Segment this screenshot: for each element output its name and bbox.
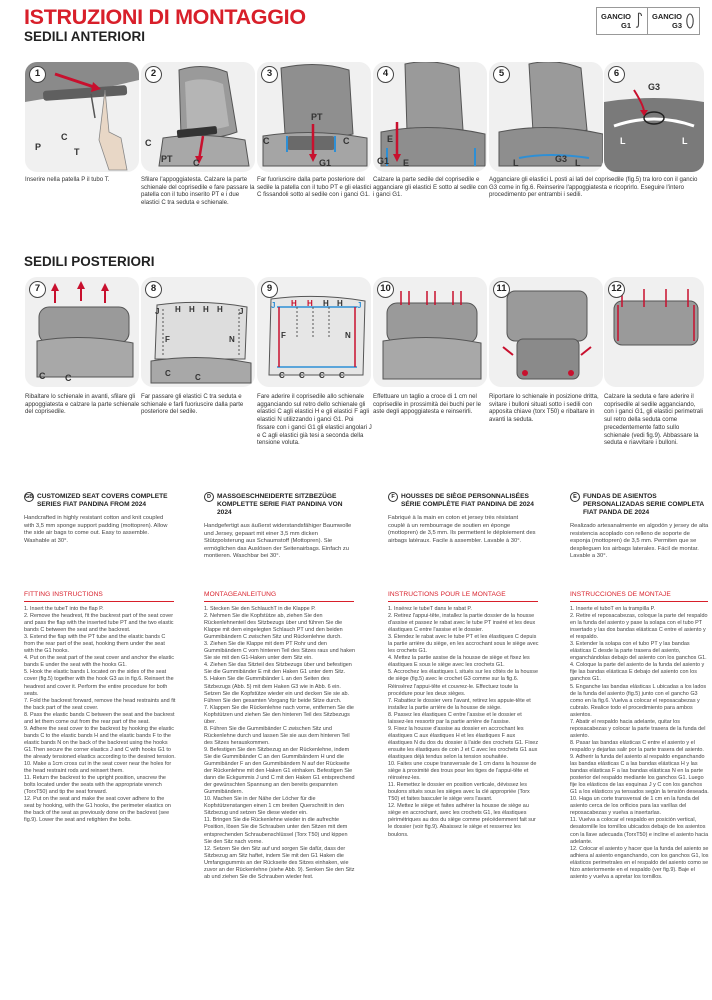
figure-label: L <box>682 136 688 146</box>
caption-step-11: Riportare lo schienale in posizione dritta, svitare i bulloni situati sotto i sedili con apposita chiave (torx T50) e ribaltare in avanti la seduta. <box>489 393 599 424</box>
instruction-item: 7. Fold the backrest forward, remove the head restraints and fit the back part of the seat cover. <box>24 697 176 711</box>
instruction-item: 8. Pass the elastic bands C between the seat and the backrest and let them come out from the rear part of the seat. <box>24 711 175 725</box>
figure-label: C <box>165 369 171 378</box>
figure-label: C <box>61 132 68 142</box>
step-number: 8 <box>145 281 162 298</box>
product-heading: FUNDAS DE ASIENTOS PERSONALIZADAS SERIE COMPLETA FIAT PANDA DE 2024 <box>583 493 704 516</box>
instruction-item: 7. Abatir el respaldo hacia adelante, quitar los reposacabezas y colocar la parte trasera de la funda del asiento. <box>570 718 706 739</box>
figure-label: C <box>319 371 325 380</box>
page-title: ISTRUZIONI DI MONTAGGIO <box>24 5 306 29</box>
figure-step-3 <box>257 62 371 172</box>
step-number: 5 <box>493 66 510 83</box>
figure-label: F <box>165 335 170 344</box>
figure-label: H <box>217 305 223 314</box>
figure-label: C <box>299 371 305 380</box>
instruction-item: 7. Klappen Sie die Rückenlehne nach vorne, entfernen Sie die Kopfstützen und ziehen Sie den hinteren Teil des Sitzbezugs über. <box>204 704 354 725</box>
instruction-item: 9. Adhere the seat cover to the backrest by hooking the elastic bands C to the elastic bands H and the elastic bands F to the elastic bands N on the back of the backrest using the hooks G1.Then secure the corner elastics J and C with hooks G1 to the already tensioned elastics according to the desired tension. <box>24 725 176 760</box>
instruction-item: 11. Bringen Sie die Rückenlehne wieder in die aufrechte Position, lösen Sie die Schrauben unter den Sitzen mit dem entsprechenden Schraubenschlüssel (Torx T50) und kippen Sie den Sitz nach vorne. <box>204 817 348 845</box>
hook-legend <box>596 7 700 35</box>
instruction-item: 2. Retire el reposacabezas, coloque la parte del respaldo en la funda del asiento y pase la solapa con el tubo PT insertado y las dos bandas elásticas C entre el asiento y el respaldo. <box>570 613 708 641</box>
figure-label: L <box>620 136 626 146</box>
instruction-item: 1. Stecken Sie den SchlauchT in die Klappe P. <box>204 606 316 612</box>
figure-label: G3 <box>555 154 568 164</box>
figure-label: L <box>575 158 581 168</box>
figure-label: C <box>145 138 152 148</box>
figure-label: H <box>307 299 313 308</box>
caption-step-5: Agganciare gli elastici L posti ai lati del coprisedile (fig.5) tra loro con il gancio G3 come in fig.6. Reinserire l'appoggiatesta e ricoprirlo. Eseguire l'intero procedimento per entrambi i sedili. <box>489 176 698 199</box>
figure-label: G1 <box>319 158 332 168</box>
instruction-item: 5. Accrochez les élastiques L situés sur les côtés de la housse de siège (fig.5) avec le crochet G3 comme sur la fig.6. Réinsérez l'appui-tête et couvrez-le. Effectuez toute la procédure pour les deux sièges. <box>388 669 539 697</box>
instruction-item: 11. Vuelva a colocar el respaldo en posición vertical, desatornille los tornillos ubicados debajo de los asientos con la llave adecuada (TorxT50) e incline el asiento hacia adelante. <box>570 817 709 845</box>
figure-label: J <box>357 301 362 310</box>
instruction-item: 4. Coloque la parte del asiento de la funda del asiento y fije las bandas elásticas E debajo del asiento con los ganchos G1. <box>570 662 705 683</box>
instruction-item: 10. Machen Sie in der Nähe der Löcher für die Kopfstützenstangen einen 1 cm breiten Querschnitt in den Sitzbezug und setzen Sie diese wieder ein. <box>204 796 344 817</box>
step-number: 6 <box>608 66 625 83</box>
caption-step-3: Far fuoriuscire dalla parte posteriore del sedile la patella con il tubo PT e gli elastici C fissandoli sotto al sedile con i ganci G1. <box>257 176 372 199</box>
instructions-list-f <box>388 606 540 1000</box>
language-badge: D <box>204 492 214 502</box>
figure-step-1 <box>25 62 139 172</box>
figure-label: H <box>337 299 343 308</box>
step-number: 11 <box>493 281 510 298</box>
figure-step-4 <box>373 62 487 172</box>
figure-step-12 <box>604 277 704 387</box>
figure-label: N <box>229 335 235 344</box>
instruction-item: 10. Haga un corte transversal de 1 cm en la funda del asiento cerca de los orificios para las varillas del reposacabezas y vuelva a insertarlas. <box>570 796 700 817</box>
hook-g3-label: GANCIO G3 <box>652 12 682 30</box>
figure-label: G3 <box>648 82 661 92</box>
figure-step-7 <box>25 277 139 387</box>
figure-label: C <box>279 371 285 380</box>
figure-step-11 <box>489 277 603 387</box>
figure-label: L <box>513 158 519 168</box>
section-title-front-seats: SEDILI ANTERIORI <box>24 29 146 44</box>
caption-step-4: Calzare la parte sedile del coprisedile e agganciare gli elastici E sotto al sedile con i ganci G1. <box>373 176 488 199</box>
instruction-item: 3. Ziehen Sie die Klappe mit dem PT Rohr und den Gummibändern C vom hinteren Teil des Sitzes raus und haken Sie sie mit den G1-Haken unter dem Sitz ein. <box>204 641 356 662</box>
caption-step-2: Sfilare l'appoggiatesta. Calzare la parte schienale del coprisedile e fare passare la patella con il tubo inserito PT e i due elastici C tra seduta e schienale. <box>141 176 255 207</box>
hook-g1-icon <box>634 12 643 30</box>
figure-label: J <box>239 307 244 316</box>
instruction-item: 9. Fixez la housse d'assise au dossier en accrochant les élastiques C aux élastiques H et les élastiques F aux élastiques N du dos du dossier à l'aide des crochets G1. Fixez ensuite les élastiques de coin J et C avec les crochets G1 aux élastiques déjà tendus selon la tension souhaitée. <box>388 725 539 760</box>
instruction-item: 2. Nehmen Sie die Kopfstütze ab, ziehen Sie den Rückenlehnenteil des Sitzbezugs über und führen Sie die Klappe mit dem eingelegten Schlauch PT und den beiden Gummibändern C zwischen Sitz und Rückenlehne durch. <box>204 613 343 641</box>
figure-label: PT <box>311 112 323 122</box>
instruction-item: 9. Adherir la funda del asiento al respaldo enganchando las bandas elásticas C a las bandas elásticas H y las bandas elásticas F a las bandas elásticas N en la parte posterior del respaldo mediante los ganchos G1. Luego fije los elásticos de las esquinas J y C con los ganchos G1 a los elásticos ya tensados según la tensión deseada. <box>570 753 709 796</box>
figure-label: C <box>193 158 200 168</box>
instruction-item: 3. Étendez le rabat avec le tube PT et les élastiques C depuis la partie arrière du siège, en les accrochant sous le siège avec les crochets G1. <box>388 634 539 655</box>
product-intro: Handcrafted in highly resistant cotton and knit coupled with 3,5 mm sponge support padding (mottopren). Allow the side air bags to come out. Easy to assemble. Washable at 30°. <box>24 515 168 544</box>
instruction-item: 10. Faites une coupe transversale de 1 cm dans la housse de siège à proximité des trous pour les tiges de l'appui-tête et réinsérez-les. <box>388 761 537 782</box>
figure-label: F <box>281 331 286 340</box>
figure-step-2 <box>141 62 255 172</box>
instruction-item: 4. Ziehen Sie das Sitzteil des Sitzbezugs über und befestigen Sie die Gummibänder E mit den Haken G1 unter dem Sitz. <box>204 662 352 676</box>
instruction-item: 1. Insérez le tubeT dans le rabat P. <box>388 606 472 612</box>
caption-step-12: Calzare la seduta e fare aderire il coprisedile al sedile agganciando, con i ganci G1, gli elastici perimetrali sul retro della seduta come precedentemente fatto sullo schienale (vedi fig.9). Abbassare la seduta e riavvitare i bulloni. <box>604 393 703 447</box>
instruction-item: 1. Insert the tubeT into the flap P. <box>24 606 104 612</box>
instruction-item: 8. Passez les élastiques C entre l'assise et le dossier et laissez-les ressortir par la partie arrière de l'assise. <box>388 711 522 725</box>
instruction-item: 4. Mettez la partie assise de la housse de siège et fixez les élastiques E sous le siège avec les crochets G1. <box>388 655 530 669</box>
figure-step-6 <box>604 62 704 172</box>
instructions-title-e: INSTRUCCIONES DE MONTAJE <box>570 591 708 602</box>
figure-label: C <box>343 136 350 146</box>
instruction-item: 9. Befestigen Sie den Sitzbezug an der Rückenlehne, indem Sie die Gummibänder C an den Gummibändern H und die Gummibänder F an den Gummibändern N auf der Rückseite der Rückenlehne mit den Haken G1 einhaken. Befestigen Sie dann die Eckgummis J und C mit den Haken G1 entsprechend der gewünschten Spannung an den bereits gespannten Gummibändern. <box>204 746 355 796</box>
instruction-item: 2. Retirez l'appui-tête, installez la partie dossier de la housse d'assise et passez le rabat avec le tube PT inséré et les deux élastiques C entre l'assise et le dossier. <box>388 613 536 634</box>
language-badge: E <box>570 492 580 502</box>
figure-label: G1 <box>377 156 390 166</box>
figure-step-9 <box>257 277 371 387</box>
figure-label: C <box>65 373 72 383</box>
figure-label: H <box>291 299 297 308</box>
caption-step-1: Inserire nella patella P il tubo T. <box>25 176 110 183</box>
instruction-item: 5. Hook the elastic bands L located on the sides of the seat cover (fig.5) together with the hook G3 as in fig.6. Reinsert the headrest and cover it. Perform the entire procedure for both seats. <box>24 669 174 697</box>
figure-label: H <box>175 305 181 314</box>
product-heading: MASSGESCHNEIDERTE SITZBEZÜGE KOMPLETTE SERIE FIAT PANDINA VON 2024 <box>217 493 343 516</box>
hook-g1-label: GANCIO G1 <box>601 12 631 30</box>
instructions-list-e <box>570 606 710 1000</box>
instruction-item: 11. Remettez le dossier en position verticale, dévissez les boulons situés sous les sièges avec la clé appropriée (Torx T50) et faites basculer le siège vers l'avant. <box>388 782 530 803</box>
hook-legend-g3 <box>647 8 699 34</box>
step-number: 2 <box>145 66 162 83</box>
language-block-f <box>388 493 536 545</box>
caption-step-10: Effettuare un taglio a croce di 1 cm nel coprisedile in prossimità dei buchi per le aste degli appoggiatesta e reinserirli. <box>373 393 482 416</box>
figure-label: C <box>39 371 46 381</box>
language-badge: F <box>388 492 398 502</box>
figure-label: J <box>155 307 160 316</box>
figure-label: P <box>35 142 42 152</box>
figure-step-5 <box>489 62 603 172</box>
language-badge: GB <box>25 494 34 500</box>
figure-label: C <box>339 371 345 380</box>
hook-g3-icon <box>685 12 695 30</box>
instruction-item: 5. Haken Sie die Gummibänder L an den Seiten des Sitzbezugs (Abb. 5) mit dem Haken G3 wie in Abb. 6 ein. Setzen Sie die Kopfstütze wieder ein und decken Sie sie ab. Führen Sie den gesamten Vorgang für beide Sitze durch. <box>204 676 350 704</box>
instruction-item: 4. Put on the seat part of the seat cover and anchor the elastic bands E under the seat with the hooks G1. <box>24 655 174 669</box>
figure-step-10 <box>373 277 487 387</box>
instructions-title-gb: FITTING INSTRUCTIONS <box>24 591 174 602</box>
instruction-item: 8. Pasar las bandas elásticas C entre el asiento y el respaldo y dejarlas salir por la parte trasera del asiento. <box>570 739 704 753</box>
language-block-d <box>204 493 352 561</box>
step-number: 10 <box>377 281 394 298</box>
instruction-item: 2. Remove the headrest, fit the backrest part of the seat cover and pass the flap with the inserted tube PT and the two elastic bands C between the seat and the backrest. <box>24 613 174 634</box>
figure-label: C <box>263 136 270 146</box>
figure-label: J <box>271 301 276 310</box>
product-heading: HOUSSES DE SIÈGE PERSONNALISÉES SÉRIE COMPLÈTE FIAT PANDINA DE 2024 <box>401 493 534 508</box>
instruction-item: 12. Mettez le siège et faites adhérer la housse de siège au siège en accrochant, avec les crochets G1, les élastiques périmétriques au dos du siège comme précédemment fait sur le dossier (voir fig.9). Abaissez le siège et resserrez les boulons. <box>388 803 536 838</box>
section-title-rear-seats: SEDILI POSTERIORI <box>24 254 155 269</box>
instruction-item: 12. Put on the seat and make the seat cover adhere to the seat by hooking, with the G1 hooks, the perimeter elastics on the back of the seat as previously done on the backrest (see fig.9). Lower the seat and retighten the bolts. <box>24 796 171 824</box>
product-intro: Fabriqué à la main en coton et jersey très résistant couplé à un rembourrage de soutien en éponge (mottopren) de 3,5 mm. Ils permettent le déploiement des airbags latéraux. Facile à assembler. Lavable à 30°. <box>388 515 536 544</box>
instruction-item: 3. Extend the flap with the PT tube and the elastic bands C from the rear part of the seat, hooking them under the seat with the G1 hooks. <box>24 634 166 655</box>
instruction-item: 8. Führen Sie die Gummibänder C zwischen Sitz und Rückenlehne durch und lassen Sie sie aus dem hinteren Teil des Sitzes herauskommen. <box>204 725 350 746</box>
instructions-list-gb <box>24 606 176 1000</box>
instruction-item: 1. Inserte el tuboT en la trampilla P. <box>570 606 656 612</box>
caption-step-7: Ribaltare lo schienale in avanti, sfilare gli appoggiatesta e calzare la parte schienale del coprisedile. <box>25 393 140 416</box>
step-number: 9 <box>261 281 278 298</box>
instruction-item: 12. Colocar el asiento y hacer que la funda del asiento se adhiera al asiento enganchando, con los ganchos G1, los elásticos perimetrales en el respaldo del asiento como se hizo anteriormente en el respaldo (ver fig.9). Baje el asiento y vuelva a apretar los tornillos. <box>570 845 709 880</box>
instruction-item: 11. Return the backrest to the upright position, unscrew the bolts located under the seats with the appropriate wrench (TorxT50) and tip the seat forward. <box>24 775 166 796</box>
step-number: 7 <box>29 281 46 298</box>
product-intro: Handgefertigt aus äußerst widerstandsfähiger Baumwolle und Jersey, gepaart mit einer 3,5 mm dicken Stützpolsterung aus Schaumstoff (Mottopren). Sie ermöglichen das Auslösen der Seitenairbags. Einfach zu montieren. Waschbar bei 30°. <box>204 523 352 560</box>
product-intro: Realizado artesanalmente en algodón y jersey de alta resistencia acoplado con relleno de soporte de esponja (mottopren) de 3,5 mm. Permiten que se desplieguen los airbags laterales. Fácil de montar. Lavable a 30°. <box>570 523 709 560</box>
step-number: 3 <box>261 66 278 83</box>
step-number: 1 <box>29 66 46 83</box>
step-number: 12 <box>608 281 625 298</box>
hook-legend-g1 <box>597 8 647 34</box>
caption-step-9: Fare aderire il coprisedile allo schienale agganciando sul retro dello schienale gli elastici C agli elastici H e gli elastici F agli elastici N utilizzando i ganci G1. Poi fissare con i ganci G1 gli elastici angolari J e C agli elastici già tesi a seconda della tensione voluta. <box>257 393 372 447</box>
figure-label: H <box>203 305 209 314</box>
figure-label: E <box>387 134 394 144</box>
figure-label: T <box>74 147 80 157</box>
instructions-title-f: INSTRUCTIONS POUR LE MONTAGE <box>388 591 538 602</box>
step-number: 4 <box>377 66 394 83</box>
figure-label: H <box>323 299 329 308</box>
figure-label: H <box>189 305 195 314</box>
language-block-e <box>570 493 710 561</box>
product-heading: CUSTOMIZED SEAT COVERS COMPLETE SERIES FIAT PANDINA FROM 2024 <box>37 493 168 508</box>
instructions-title-d: MONTAGEANLEITUNG <box>204 591 354 602</box>
figure-label: PT <box>161 154 173 164</box>
figure-step-8 <box>141 277 255 387</box>
instruction-item: 7. Rabattez le dossier vers l'avant, retirez les appuie-tête et installez la partie arrière de la housse de siège. <box>388 697 531 711</box>
instructions-list-d <box>204 606 356 1000</box>
figure-label: N <box>345 331 351 340</box>
caption-step-8: Far passare gli elastici C tra seduta e schienale e farli fuoriuscire dalla parte posteriore del sedile. <box>141 393 244 416</box>
instruction-item: 10. Make a 1cm cross cut in the seat cover near the holes for the head restraint rods and reinsert them. <box>24 761 172 775</box>
figure-label: C <box>195 373 201 382</box>
language-block-gb <box>24 493 172 545</box>
figure-label: E <box>403 158 410 168</box>
instruction-item: 12. Setzen Sie den Sitz auf und sorgen Sie dafür, dass der Sitzbezug am Sitz haftet, indem Sie mit den G1 Haken die Umfangsgummis an der Rückseite des Sitzes einhaken, wie zuvor an der Rückenlehne (siehe Abb. 9). Senken Sie den Sitz ab und ziehen Sie die Schrauben wieder fest. <box>204 845 355 880</box>
instruction-item: 5. Enganche las bandas elásticas L ubicadas a los lados de la funda del asiento (fig.5) junto con el gancho G3 como en la fig.6. Vuelva a colocar el reposacabezas y cubralo. Realice todo el procedimiento para ambos asientos. <box>570 683 707 718</box>
instruction-item: 3. Extender la solapa con el tubo PT y las bandas elásticas C desde la parte trasera del asiento, enganchándolas debajo del asiento con los ganchos G1. <box>570 641 707 662</box>
